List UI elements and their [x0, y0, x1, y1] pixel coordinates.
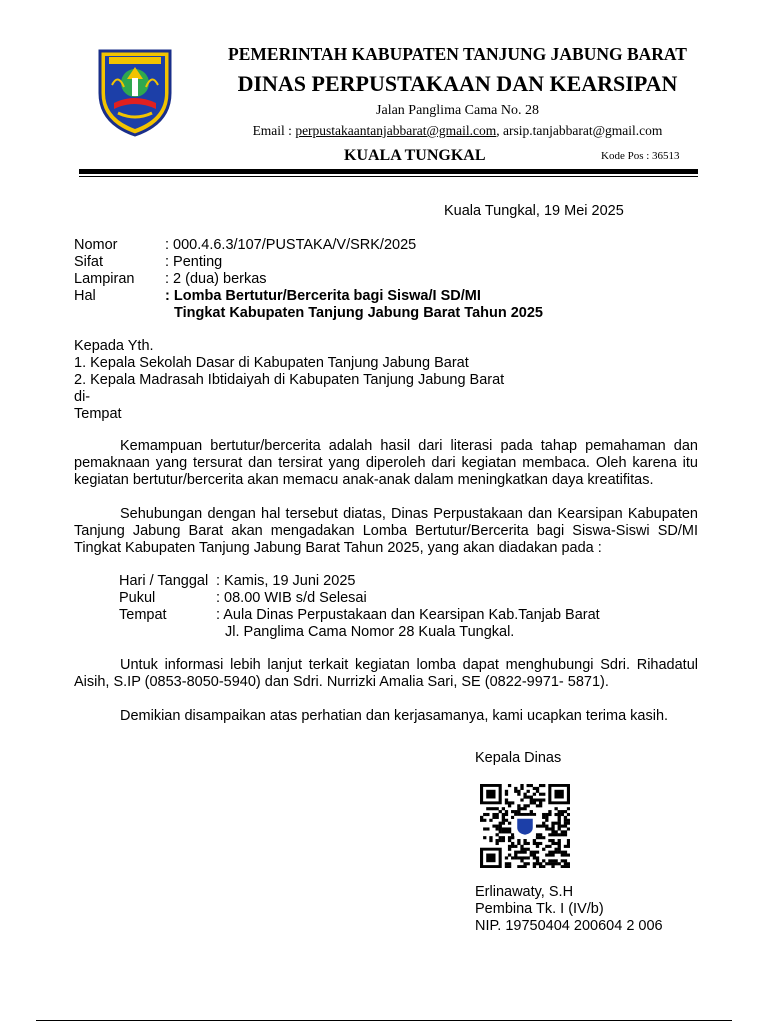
hal-label: Hal — [74, 288, 96, 304]
government-emblem-logo — [94, 43, 176, 137]
letterhead-postal: Kode Pos : 36513 — [601, 150, 680, 162]
hal-value-2: Tingkat Kabupaten Tanjung Jabung Barat Tahun 2025 — [174, 305, 543, 321]
letterhead-email — [200, 123, 715, 139]
event-details — [119, 573, 600, 641]
signature-title: Kepala Dinas — [475, 750, 562, 766]
email-secondary: , arsip.tanjabbarat@gmail.com — [496, 123, 663, 138]
signer-nip: NIP. 19750404 200604 2 006 — [475, 918, 663, 934]
event-date-label: Hari / Tanggal — [119, 573, 209, 589]
nomor-value: : 000.4.6.3/107/PUSTAKA/V/SRK/2025 — [165, 237, 417, 253]
addressee-di: di- — [74, 389, 91, 405]
hal-value: : Lomba Bertutur/Bercerita bagi Siswa/I SD/MI — [165, 288, 481, 304]
letterhead-city: KUALA TUNGKAL — [344, 147, 486, 164]
letter-date: Kuala Tungkal, 19 Mei 2025 — [444, 203, 624, 219]
addressee-item-2: 2. Kepala Madrasah Ibtidaiyah di Kabupaten Tanjung Jabung Barat — [74, 372, 505, 388]
qr-code-signature — [480, 784, 570, 868]
footer-rule — [36, 1020, 732, 1021]
paragraph-4: Demikian disampaikan atas perhatian dan kerjasamanya, kami ucapkan terima kasih. — [120, 708, 669, 724]
event-date-value: : Kamis, 19 Juni 2025 — [216, 573, 356, 589]
event-place-value-2: Jl. Panglima Cama Nomor 28 Kuala Tungkal. — [225, 624, 515, 640]
letterhead-address: Jalan Panglima Cama No. 28 — [376, 103, 539, 118]
sifat-value: : Penting — [165, 254, 223, 270]
letterhead-agency: DINAS PERPUSTAKAAN DAN KEARSIPAN — [237, 71, 678, 96]
nomor-label: Nomor — [74, 237, 118, 253]
paragraph-2: Sehubungan dengan hal tersebut diatas, Dinas Perpustakaan dan Kearsipan Kabupaten Tanjung Jabung Barat akan mengadakan Lomba Bertutur/Bercerita bagi Siswa-Siswi SD/MI Tingkat Kabupaten Tanjung Jabung Barat Tahun 2025, yang akan diadakan pada : — [74, 506, 698, 556]
header-rule-thick — [79, 169, 698, 174]
addressee-place: Tempat — [74, 406, 122, 422]
email-link[interactable]: perpustakaantanjabbarat@gmail.com — [295, 123, 497, 138]
header-rule-thin — [79, 176, 698, 177]
event-place-value: : Aula Dinas Perpustakaan dan Kearsipan Kab.Tanjab Barat — [216, 607, 600, 623]
letterhead-government: PEMERINTAH KABUPATEN TANJUNG JABUNG BARAT — [228, 44, 687, 64]
lampiran-value: : 2 (dua) berkas — [165, 271, 267, 287]
paragraph-1: Kemampuan bertutur/bercerita adalah hasil dari literasi pada tahap pemahaman dan pemaknaan yang tersurat dan tersirat yang diperoleh dari kegiatan membaca. Oleh karena itu kegiatan bertutur/bercerita akan memacu anak-anak dalam meningkatkan daya kreatifitas. — [74, 438, 698, 488]
addressee-greeting: Kepada Yth. — [74, 338, 154, 354]
signer-rank: Pembina Tk. I (IV/b) — [475, 901, 604, 917]
lampiran-label: Lampiran — [74, 271, 135, 287]
signature-block — [475, 884, 663, 935]
letter-meta — [74, 237, 543, 322]
event-time-label: Pukul — [119, 590, 156, 606]
event-time-value: : 08.00 WIB s/d Selesai — [216, 590, 367, 606]
signer-name: Erlinawaty, S.H — [475, 884, 574, 900]
sifat-label: Sifat — [74, 254, 104, 270]
addressee-item-1: 1. Kepala Sekolah Dasar di Kabupaten Tanjung Jabung Barat — [74, 355, 469, 371]
email-label: Email : — [252, 123, 296, 138]
event-place-label: Tempat — [119, 607, 167, 623]
paragraph-3: Untuk informasi lebih lanjut terkait kegiatan lomba dapat menghubungi Sdri. Rihadatul Aisih, S.IP (0853-8050-5940) dan Sdri. Nurrizki Amalia Sari, SE (0822-9971- 5871). — [74, 657, 698, 690]
addressee — [74, 338, 504, 423]
